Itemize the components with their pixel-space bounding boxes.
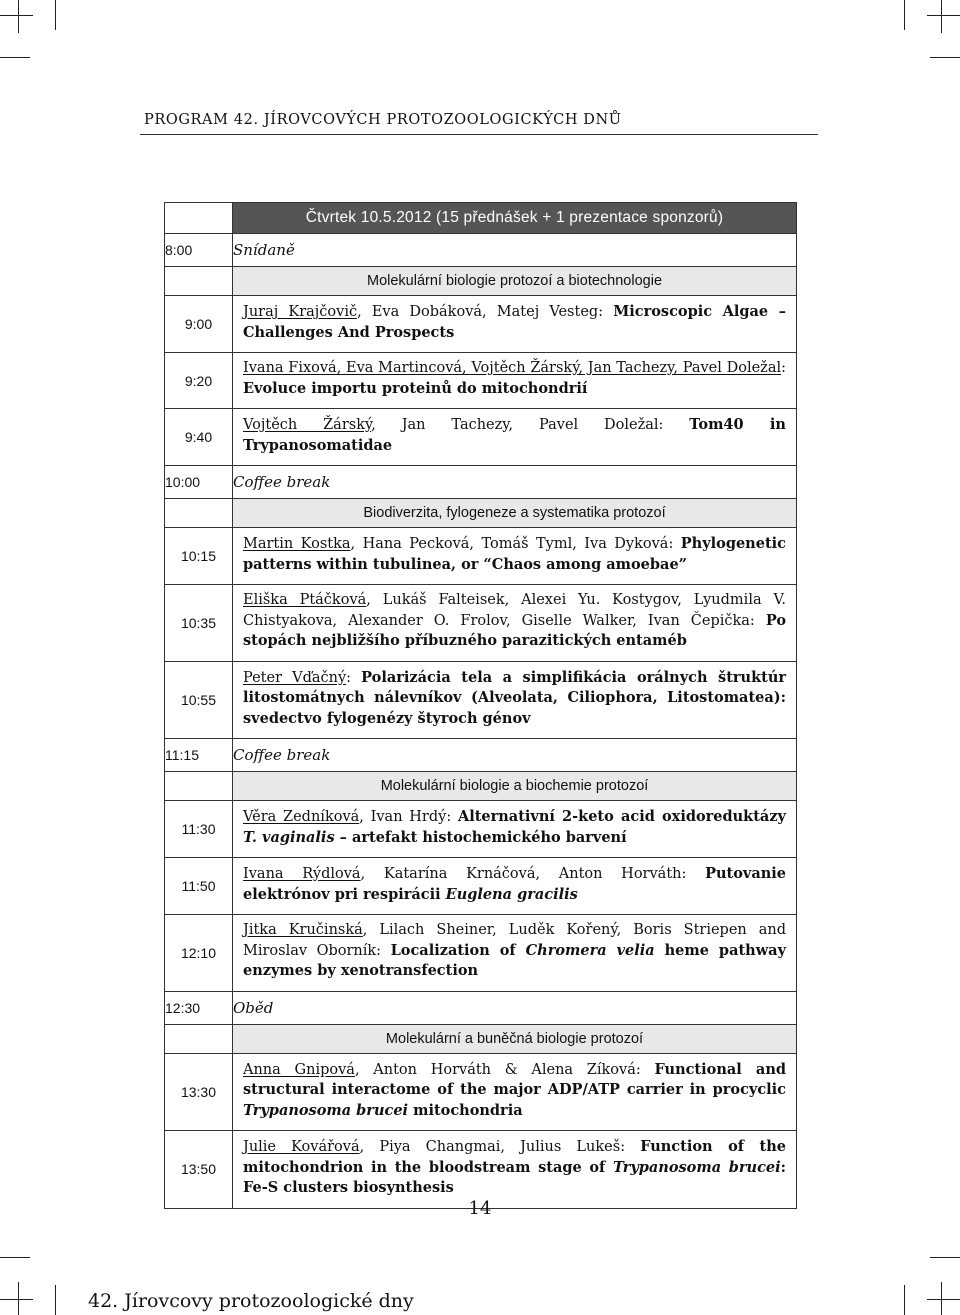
talk-row (165, 296, 797, 353)
talk-cell (233, 353, 797, 409)
time-cell: 8:00 (165, 234, 233, 267)
species-name: Euglena gracilis (445, 885, 578, 903)
presenter-name: Jitka Kručinská (243, 922, 363, 938)
talk-title: Phylogenetic patterns within tubulinea, or “Chaos among amoebae” (243, 535, 786, 573)
authors: , Eva Dobáková, Matej Vesteg: (357, 304, 614, 320)
authors: , Piya Changmai, Julius Lukeš: (359, 1139, 641, 1155)
presenter-name: Věra Zedníková (243, 809, 360, 825)
talk-title: Microscopic Algae – Challenges And Prospects (243, 303, 786, 341)
crop-mark (904, 1285, 905, 1315)
section-title: Biodiverzita, fylogeneze a systematika protozoí (233, 499, 797, 528)
section-header-row (165, 499, 797, 528)
species-name: T. vaginalis (243, 828, 335, 846)
break-label: Coffee break (233, 739, 797, 772)
time-cell: 10:00 (165, 466, 233, 499)
crop-mark (927, 15, 960, 16)
authors: , Lukáš Falteisek, Alexei Yu. Kostygov, Lyudmila V. Chistyakova, Alexander O. Frolov, Giselle Walker, Ivan Čepička: (243, 592, 786, 629)
day-title: Čtvrtek 10.5.2012 (15 přednášek + 1 prezentace sponzorů) (233, 203, 797, 234)
break-row (165, 466, 797, 499)
blank-cell (165, 203, 233, 234)
presenter-name: Vojtěch Žárský (243, 417, 372, 433)
presenter-name: Peter Vďačný (243, 669, 347, 686)
header-rule (140, 134, 818, 135)
talk-row (165, 528, 797, 585)
presenter-name: Eliška Ptáčková (243, 592, 367, 608)
time-cell: 12:10 (165, 915, 233, 992)
section-header-row (165, 1024, 797, 1053)
talk-title: Polarizácia tela a simplifikácia orálnych štruktúr litostomátnych nálevníkov (Alveolata, Ciliophora, Litostomatea): svedectvo fylogenézy štyroch génov (243, 668, 787, 727)
blank-cell (165, 1024, 233, 1053)
blank-cell (165, 499, 233, 528)
species-name: Trypanosoma brucei (243, 1101, 409, 1119)
crop-mark (941, 0, 942, 33)
talk-title-part: Function of the mitochondrion in the bloodstream stage of (243, 1138, 787, 1176)
time-cell: 9:00 (165, 296, 233, 353)
talk-cell (233, 661, 797, 739)
talk-row (165, 801, 797, 858)
species-name: Trypanosoma brucei (612, 1158, 781, 1176)
crop-mark (930, 57, 960, 58)
section-title: Molekulární biologie protozoí a biotechnologie (233, 267, 797, 296)
crop-mark (0, 1299, 33, 1300)
page-header: PROGRAM 42. JÍROVCOVÝCH PROTOZOOLOGICKÝCH DNŮ (144, 112, 622, 128)
talk-cell (233, 801, 797, 858)
section-header-row (165, 267, 797, 296)
authors: : (781, 360, 786, 376)
presenter-name: Ivana Rýdlová (243, 866, 361, 882)
crop-mark (930, 1257, 960, 1258)
talk-row (165, 858, 797, 915)
crop-mark (0, 15, 33, 16)
crop-mark (904, 0, 905, 30)
day-header-row (165, 203, 797, 234)
talk-title-part: mitochondria (408, 1101, 523, 1119)
break-label: Coffee break (233, 466, 797, 499)
authors: : (346, 669, 362, 686)
blank-cell (165, 267, 233, 296)
talk-row (165, 1053, 797, 1131)
talk-title-part: Alternativní 2-keto acid oxidoreduktázy (457, 808, 786, 825)
break-row (165, 739, 797, 772)
talk-title-part: Functional and structural interactome of the major ADP/ATP carrier in procyclic (243, 1060, 787, 1098)
time-cell: 10:15 (165, 528, 233, 585)
presenter-name: Martin Kostka (243, 536, 351, 552)
authors: , Anton Horváth & Alena Zíková: (354, 1061, 655, 1078)
time-cell: 9:40 (165, 409, 233, 466)
talk-cell (233, 585, 797, 662)
crop-mark (0, 1257, 30, 1258)
talk-cell (233, 915, 797, 992)
authors: , Hana Pecková, Tomáš Tyml, Iva Dyková: (350, 536, 681, 552)
break-label: Snídaně (233, 234, 797, 267)
talk-title-part: Putovanie elektrónov pri respirácii (243, 865, 786, 903)
talk-row (165, 915, 797, 992)
breakfast-row (165, 234, 797, 267)
page-number: 14 (468, 1198, 492, 1219)
time-cell: 10:35 (165, 585, 233, 662)
talk-cell (233, 528, 797, 585)
time-cell: 11:50 (165, 858, 233, 915)
talk-row (165, 409, 797, 466)
blank-cell (165, 772, 233, 801)
program-table (164, 202, 797, 1209)
break-label: Oběd (233, 991, 797, 1024)
talk-title-part: – artefakt histochemického barvení (334, 828, 627, 846)
break-row (165, 991, 797, 1024)
crop-mark (18, 0, 19, 33)
species-name: Chromera velia (525, 941, 655, 959)
section-title: Molekulární a buněčná biologie protozoí (233, 1024, 797, 1053)
talk-row (165, 353, 797, 409)
talk-cell (233, 1131, 797, 1209)
crop-mark (0, 57, 30, 58)
talk-cell (233, 409, 797, 466)
talk-cell (233, 858, 797, 915)
authors: , Katarína Krnáčová, Anton Horváth: (360, 866, 706, 882)
crop-mark (55, 1285, 56, 1315)
authors: , Lilach Sheiner, Luděk Kořený, Boris Striepen and Miroslav Oborník: (243, 922, 787, 959)
section-title: Molekulární biologie a biochemie protozoí (233, 772, 797, 801)
presenter-name: Juraj Krajčovič (243, 304, 358, 320)
talk-row (165, 661, 797, 739)
talk-cell (233, 296, 797, 353)
time-cell: 9:20 (165, 353, 233, 409)
talk-title: Tom40 in Trypanosomatidae (243, 416, 786, 454)
time-cell: 10:55 (165, 661, 233, 739)
authors: , Ivan Hrdý: (359, 809, 458, 825)
footer-text: 42. Jírovcovy protozoologické dny (88, 1290, 414, 1312)
talk-row (165, 585, 797, 662)
section-header-row (165, 772, 797, 801)
time-cell: 12:30 (165, 991, 233, 1024)
presenter-name: Ivana Fixová, Eva Martincová, Vojtěch Žárský, Jan Tachezy, Pavel Doležal (243, 360, 782, 376)
authors: , Jan Tachezy, Pavel Doležal: (371, 417, 690, 433)
time-cell: 11:15 (165, 739, 233, 772)
crop-mark (55, 0, 56, 30)
time-cell: 13:30 (165, 1053, 233, 1131)
talk-cell (233, 1053, 797, 1131)
talk-row (165, 1131, 797, 1209)
talk-title-part: Localization of (390, 941, 526, 959)
time-cell: 13:50 (165, 1131, 233, 1209)
talk-title-part: heme pathway enzymes by xenotransfection (243, 941, 787, 979)
talk-title: Po stopách nejbližšího příbuzného parazitických entaméb (243, 611, 786, 649)
talk-title-part: : Fe-S clusters biosynthesis (243, 1158, 786, 1196)
crop-mark (927, 1299, 960, 1300)
talk-title: Evoluce importu proteinů do mitochondrií (243, 379, 588, 397)
presenter-name: Julie Kovářová (243, 1139, 360, 1155)
time-cell: 11:30 (165, 801, 233, 858)
presenter-name: Anna Gnipová (243, 1061, 355, 1078)
